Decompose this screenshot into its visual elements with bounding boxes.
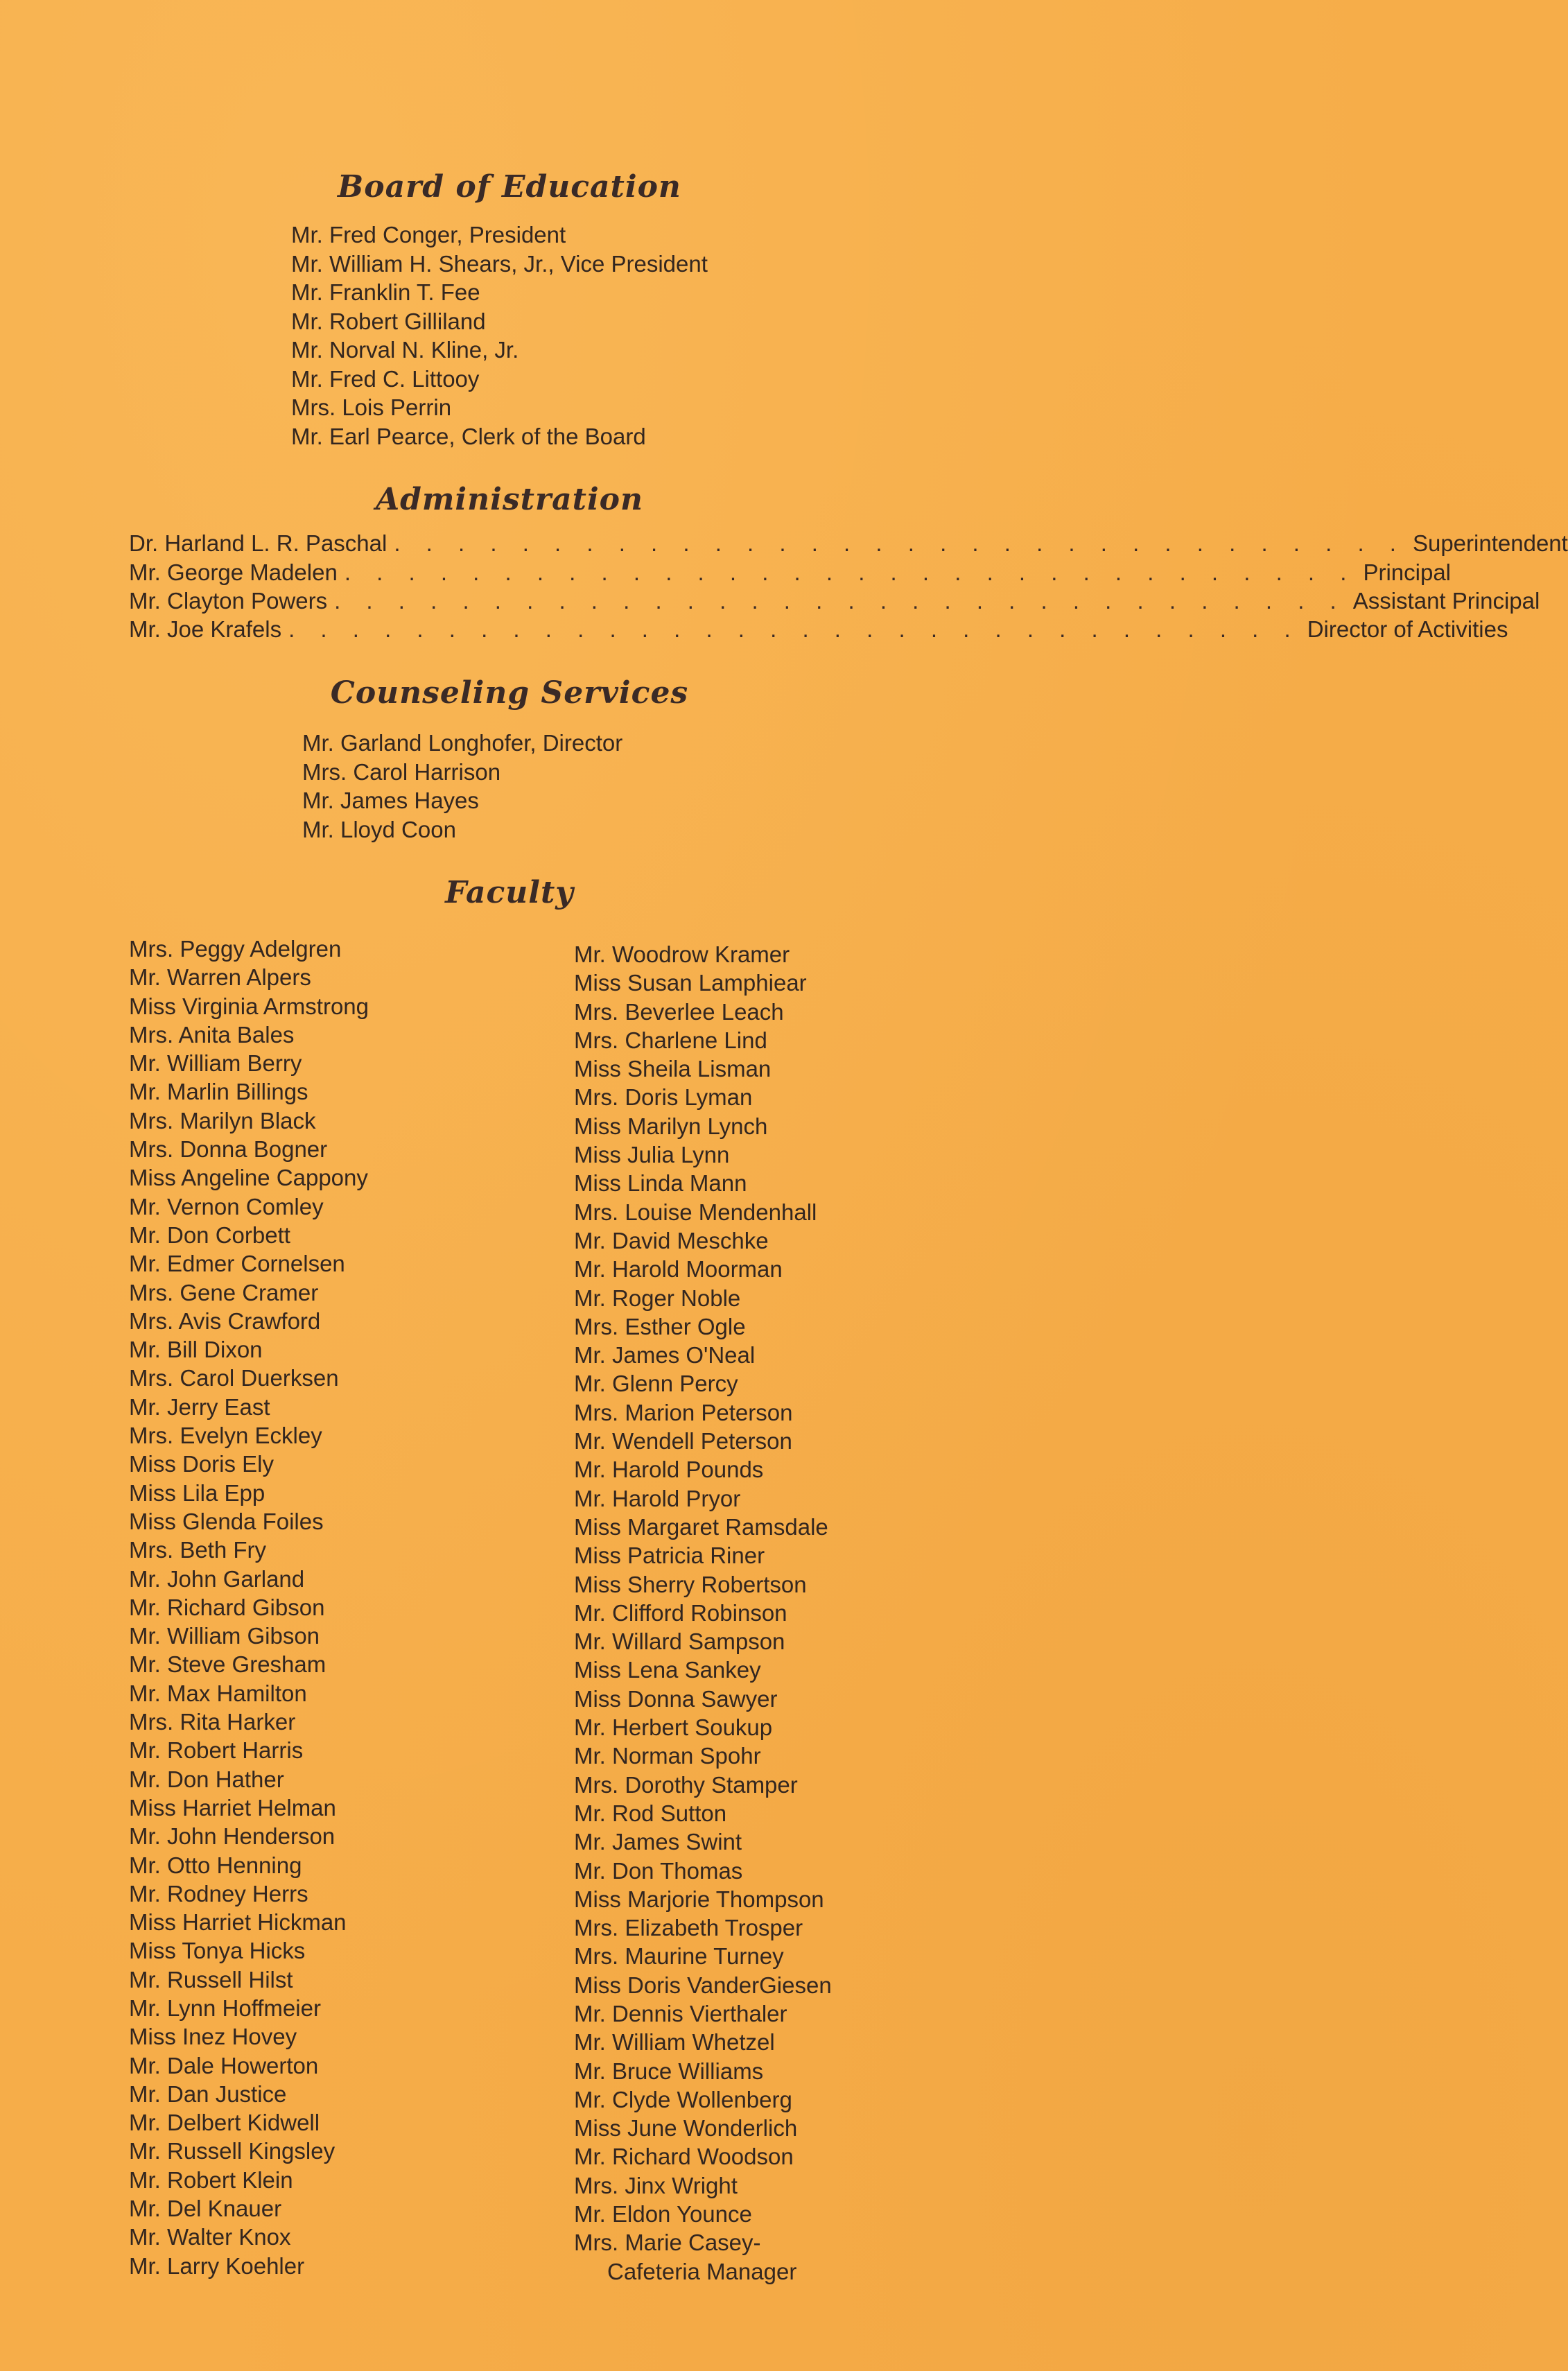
faculty-member: Mr. Otto Henning xyxy=(129,1852,302,1878)
faculty-member: Mr. Del Knauer xyxy=(129,2196,282,2222)
admin-row xyxy=(129,530,1568,559)
admin-row xyxy=(129,616,1508,645)
faculty-heading: Faculty xyxy=(445,875,574,910)
leader-dots: . . . . . . . . . . . . . . . . . . . . . . . . . . . . . . . . xyxy=(344,559,1357,585)
faculty-member: Mr. William Berry xyxy=(129,1050,302,1077)
faculty-member: Mrs. Avis Crawford xyxy=(129,1308,321,1334)
board-member: Mrs. Lois Perrin xyxy=(291,394,452,420)
faculty-member: Mr. Edmer Cornelsen xyxy=(129,1251,345,1277)
counselor: Mr. Garland Longhofer, Director xyxy=(302,730,623,756)
faculty-member: Mrs. Dorothy Stamper xyxy=(574,1771,798,1798)
counselor: Mr. Lloyd Coon xyxy=(302,816,456,842)
faculty-member: Mr. Willard Sampson xyxy=(574,1629,785,1655)
faculty-member: Mr. Robert Harris xyxy=(129,1737,304,1764)
faculty-member-title: Cafeteria Manager xyxy=(607,2258,797,2284)
leader-dots: . . . . . . . . . . . . . . . . . . . . . . . . . . . . . . . . xyxy=(394,530,1406,556)
faculty-member: Mr. Don Corbett xyxy=(129,1222,290,1248)
faculty-member: Mrs. Charlene Lind xyxy=(574,1027,767,1053)
faculty-member: Miss June Wonderlich xyxy=(574,2115,798,2142)
faculty-member: Mr. James O'Neal xyxy=(574,1342,756,1369)
board-list xyxy=(291,220,708,451)
admin-name: Mr. Clayton Powers xyxy=(129,588,328,614)
faculty-member: Mr. Dan Justice xyxy=(129,2081,287,2107)
faculty-member: Mr. John Henderson xyxy=(129,1823,336,1850)
counseling-list xyxy=(302,729,622,844)
faculty-member: Mr. Don Hather xyxy=(129,1766,284,1792)
admin-name: Dr. Harland L. R. Paschal xyxy=(129,530,387,556)
faculty-member: Mr. Richard Gibson xyxy=(129,1594,325,1620)
faculty-member: Miss Marilyn Lynch xyxy=(574,1113,768,1139)
administration-heading: Administration xyxy=(375,482,644,517)
faculty-member: Mr. Eldon Younce xyxy=(574,2201,752,2227)
faculty-member: Mrs. Evelyn Eckley xyxy=(129,1423,322,1449)
faculty-member: Mr. Rodney Herrs xyxy=(129,1880,308,1907)
faculty-member: Mr. Woodrow Kramer xyxy=(574,941,790,967)
faculty-member: Miss Doris VanderGiesen xyxy=(574,1972,832,1998)
faculty-member: Miss Inez Hovey xyxy=(129,2024,297,2050)
faculty-member: Mr. Russell Kingsley xyxy=(129,2138,336,2164)
faculty-member: Mrs. Elizabeth Trosper xyxy=(574,1915,803,1941)
board-member: Mr. Fred C. Littooy xyxy=(291,365,480,392)
faculty-member: Mrs. Rita Harker xyxy=(129,1709,296,1735)
faculty-member: Mrs. Donna Bogner xyxy=(129,1136,328,1163)
faculty-member: Mrs. Marion Peterson xyxy=(574,1399,793,1425)
admin-name: Mr. Joe Krafels xyxy=(129,616,282,642)
faculty-member: Mr. Bruce Williams xyxy=(574,2058,764,2084)
admin-row xyxy=(129,559,1452,588)
faculty-member: Miss Donna Sawyer xyxy=(574,1685,778,1712)
faculty-column-right xyxy=(574,940,832,2286)
counselor: Mrs. Carol Harrison xyxy=(302,758,501,785)
faculty-member: Mr. William Gibson xyxy=(129,1623,320,1649)
admin-row xyxy=(129,588,1540,616)
faculty-member: Miss Patricia Riner xyxy=(574,1543,765,1569)
faculty-member: Mrs. Jinx Wright xyxy=(574,2172,738,2198)
faculty-member: Miss Angeline Cappony xyxy=(129,1165,368,1191)
faculty-member: Miss Harriet Helman xyxy=(129,1794,336,1821)
faculty-member: Mr. Harold Pounds xyxy=(574,1457,764,1483)
faculty-member: Mr. Roger Noble xyxy=(574,1285,741,1311)
faculty-member: Miss Marjorie Thompson xyxy=(574,1886,824,1912)
leader-dots: . . . . . . . . . . . . . . . . . . . . . . . . . . . . . . . . xyxy=(288,616,1300,642)
faculty-member: Miss Susan Lamphiear xyxy=(574,970,807,996)
faculty-member: Miss Margaret Ramsdale xyxy=(574,1513,828,1540)
admin-role: Assistant Principal xyxy=(1352,588,1540,614)
faculty-member: Mr. Glenn Percy xyxy=(574,1371,738,1397)
faculty-member: Mr. Warren Alpers xyxy=(129,964,311,991)
faculty-member: Mrs. Beth Fry xyxy=(129,1537,267,1563)
faculty-member: Mr. Herbert Soukup xyxy=(574,1714,773,1741)
faculty-member: Mrs. Doris Lyman xyxy=(574,1084,753,1111)
faculty-member: Mr. Bill Dixon xyxy=(129,1337,263,1363)
board-member: Mr. Fred Conger, President xyxy=(291,222,566,247)
admin-role: Principal xyxy=(1363,559,1452,585)
faculty-member: Miss Tonya Hicks xyxy=(129,1938,306,1964)
faculty-member: Mrs. Maurine Turney xyxy=(574,1943,784,1970)
faculty-member: Miss Sherry Robertson xyxy=(574,1571,807,1597)
faculty-member: Miss Virginia Armstrong xyxy=(129,993,369,1019)
faculty-member: Mrs. Peggy Adelgren xyxy=(129,936,342,962)
faculty-member: Mrs. Marie Casey- xyxy=(574,2230,761,2256)
faculty-member: Mr. Norman Spohr xyxy=(574,1743,761,1769)
faculty-member: Mr. Robert Klein xyxy=(129,2166,293,2193)
faculty-member: Mr. Lynn Hoffmeier xyxy=(129,1995,321,2021)
faculty-member: Miss Lena Sankey xyxy=(574,1657,761,1683)
faculty-member: Miss Linda Mann xyxy=(574,1170,747,1197)
faculty-member: Mr. Clyde Wollenberg xyxy=(574,2086,792,2112)
faculty-member: Mr. James Swint xyxy=(574,1829,742,1855)
faculty-member: Mr. William Whetzel xyxy=(574,2029,775,2056)
faculty-member: Mr. Richard Woodson xyxy=(574,2144,794,2170)
faculty-member: Mr. Harold Moorman xyxy=(574,1256,783,1283)
faculty-member: Miss Lila Epp xyxy=(129,1479,265,1506)
faculty-member: Mr. Vernon Comley xyxy=(129,1193,324,1219)
faculty-member: Mr. Harold Pryor xyxy=(574,1485,741,1511)
faculty-member: Mr. Delbert Kidwell xyxy=(129,2110,320,2136)
board-member: Mr. Norval N. Kline, Jr. xyxy=(291,337,519,363)
faculty-member: Mr. Wendell Peterson xyxy=(574,1428,792,1454)
faculty-member: Mrs. Esther Ogle xyxy=(574,1313,746,1339)
faculty-member: Miss Julia Lynn xyxy=(574,1142,730,1168)
leader-dots: . . . . . . . . . . . . . . . . . . . . . . . . . . . . . . . . xyxy=(334,588,1346,614)
faculty-member: Mr. Larry Koehler xyxy=(129,2252,305,2279)
board-member: Mr. Robert Gilliland xyxy=(291,308,486,334)
faculty-member: Mrs. Anita Bales xyxy=(129,1021,295,1048)
faculty-member: Mr. Max Hamilton xyxy=(129,1680,307,1706)
faculty-member: Mrs. Beverlee Leach xyxy=(574,998,784,1025)
admin-name: Mr. George Madelen xyxy=(129,559,338,585)
faculty-member: Mr. Walter Knox xyxy=(129,2224,291,2250)
faculty-member: Mrs. Carol Duerksen xyxy=(129,1365,339,1391)
faculty-member: Mrs. Louise Mendenhall xyxy=(574,1199,817,1225)
board-member: Mr. William H. Shears, Jr., Vice President xyxy=(291,250,708,277)
faculty-member: Miss Harriet Hickman xyxy=(129,1909,347,1936)
faculty-member: Mr. Clifford Robinson xyxy=(574,1599,787,1626)
counselor: Mr. James Hayes xyxy=(302,788,479,813)
board-member: Mr. Earl Pearce, Clerk of the Board xyxy=(291,423,646,449)
faculty-member: Miss Sheila Lisman xyxy=(574,1056,772,1082)
faculty-member: Miss Doris Ely xyxy=(129,1451,275,1477)
faculty-member: Mr. Steve Gresham xyxy=(129,1651,326,1678)
faculty-member: Mr. John Garland xyxy=(129,1565,305,1592)
faculty-member: Mr. David Meschke xyxy=(574,1227,769,1253)
faculty-member: Mr. Russell Hilst xyxy=(129,1966,293,1992)
faculty-member: Miss Glenda Foiles xyxy=(129,1508,324,1534)
faculty-member: Mr. Marlin Billings xyxy=(129,1079,308,1105)
faculty-member: Mr. Dale Howerton xyxy=(129,2052,319,2078)
admin-role: Director of Activities xyxy=(1307,616,1508,642)
faculty-member: Mrs. Marilyn Black xyxy=(129,1107,316,1134)
faculty-column-left xyxy=(129,935,369,2280)
board-member: Mr. Franklin T. Fee xyxy=(291,279,480,305)
faculty-member: Mr. Rod Sutton xyxy=(574,1800,727,1826)
board-heading: Board of Education xyxy=(338,169,681,205)
admin-role: Superintendent xyxy=(1412,530,1568,556)
faculty-member: Mr. Jerry East xyxy=(129,1393,270,1420)
counseling-heading: Counseling Services xyxy=(330,675,689,711)
faculty-member: Mr. Don Thomas xyxy=(574,1857,743,1884)
faculty-member: Mrs. Gene Cramer xyxy=(129,1279,319,1305)
faculty-member: Mr. Dennis Vierthaler xyxy=(574,2000,787,2026)
